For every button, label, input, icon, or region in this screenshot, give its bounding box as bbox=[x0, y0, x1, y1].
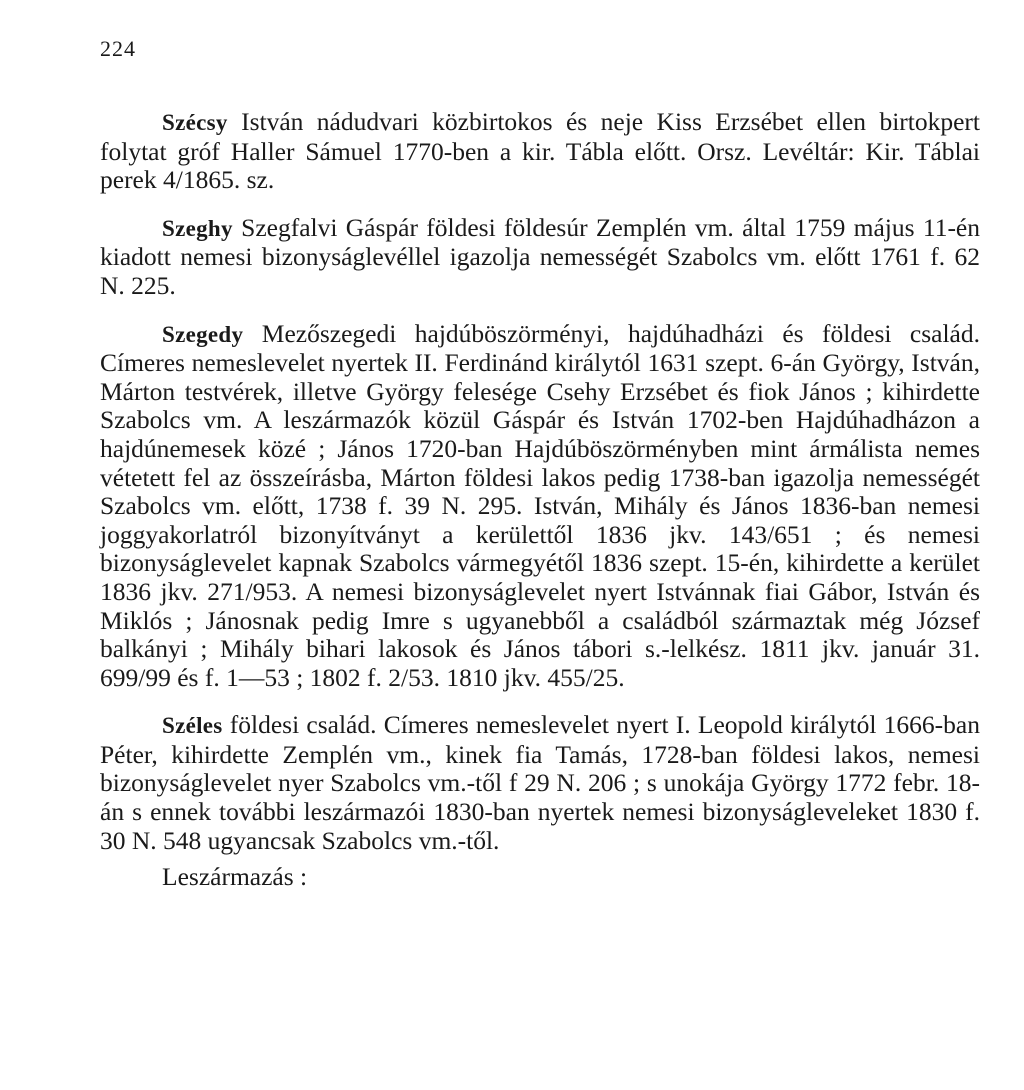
entry-text: István nádudvari közbirtokos és neje Kiss Erzsébet ellen birtokpert folytat gróf Haller Sámuel 1770-ben a kir. Tábla előtt. Orsz. Levéltár: Kir. Táblai perek 4/1865. sz. bbox=[100, 107, 980, 195]
lineage-heading: Leszármazás : bbox=[162, 862, 308, 892]
entry-heading: Szeghy bbox=[162, 215, 233, 241]
entry-heading: Széles bbox=[162, 713, 223, 739]
entry-szegedy bbox=[100, 320, 980, 693]
entry-text: Szegfalvi Gáspár földesi földesúr Zemplén vm. által 1759 május 11-én kiadott nemesi bizonyságlevéllel igazolja nemességét Szabolcs vm. előtt 1761 f. 62 N. 225. bbox=[100, 212, 980, 300]
page-number: 224 bbox=[100, 36, 136, 61]
body-text bbox=[100, 108, 980, 892]
entry-heading: Szécsy bbox=[162, 110, 228, 135]
entry-szeghy bbox=[100, 214, 980, 301]
entry-text: földesi család. Címeres nemeslevelet nyert I. Leopold királytól 1666-ban Péter, kihirdette Zemplén vm., kinek fia Tamás, 1728-ban földesi lakos, nemesi bizonyságlevelet nyer Szabolcs vm.-től f 29 N. 206 ; s unokája György 1772 febr. 18-án s ennek további leszármazói 1830-ban nyertek nemesi bizonyságleveleket 1830 f. 30 N. 548 ugyancsak Szabolcs vm.-től. bbox=[100, 710, 980, 855]
entry-szecsy bbox=[100, 108, 980, 195]
entry-szeles bbox=[100, 711, 980, 855]
entry-text: Mezőszegedi hajdúböszörményi, hajdúhadházi és földesi család. Címeres nemeslevelet nyertek II. Ferdinánd királytól 1631 szept. 6-án György, István, Márton testvérek, illetve György felesége Csehy Erzsébet és fiok János ; kihirdette Szabolcs vm. A leszármazók közül Gáspár és István 1702-ben Hajdúhadházon a hajdúnemesek közé ; János 1720-ban Hajdúböszörményben mint ármálista nemes vétetett fel az összeírásba, Márton földesi lakos pedig 1738-ban igazolja nemességét Szabolcs vm. előtt, 1738 f. 39 N. 295. István, Mihály és János 1836-ban nemesi joggyakorlatról bizonyítványt a kerülettől 1836 jkv. 143/651 ; és nemesi bizonyságlevelet kapnak Szabolcs vármegyétől 1836 szept. 15-én, kihirdette a kerület 1836 jkv. 271/953. A nemesi bizonyságlevelet nyert Istvánnak fiai Gábor, István és Miklós ; Jánosnak pedig Imre s ugyanebből a családból származtak még József balkányi ; Mihály bihari lakosok és János tábori s.-lelkész. 1811 jkv. január 31. 699/99 és f. 1—53 ; 1802 f. 2/53. 1810 jkv. 455/25. bbox=[100, 318, 980, 692]
entry-heading: Szegedy bbox=[162, 321, 244, 347]
